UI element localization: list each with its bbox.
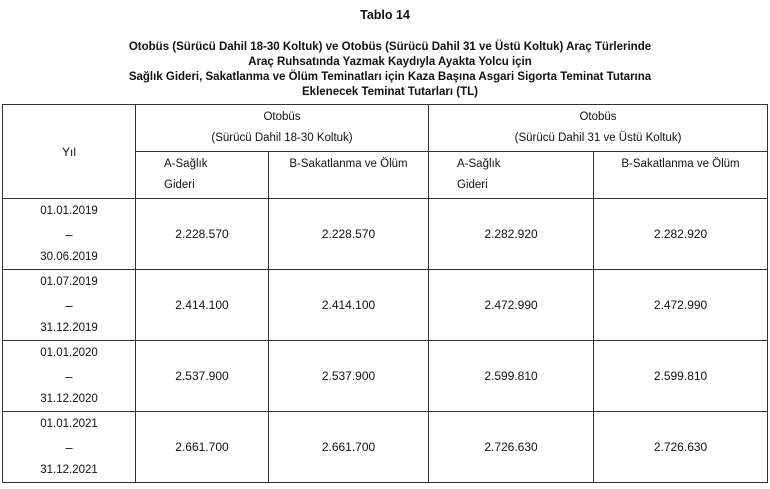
period-cell (3, 270, 136, 341)
period-end: 31.12.2020 (40, 392, 98, 405)
group-header-18-30 (136, 105, 429, 152)
period-start: 01.01.2020 (40, 346, 98, 359)
col-header-line: B-Sakatlanma ve Ölüm (289, 158, 408, 170)
col-header-health (429, 152, 594, 199)
year-header: Yıl (3, 105, 136, 199)
period-separator: – (65, 297, 73, 313)
value-cell: 2.282.920 (429, 199, 594, 270)
header-row (3, 105, 768, 152)
col-header-disability-death (269, 152, 429, 199)
period-cell (3, 199, 136, 270)
period-start: 01.01.2021 (40, 417, 98, 430)
period-cell (3, 412, 136, 483)
table-heading (60, 40, 720, 100)
value-cell: 2.282.920 (594, 199, 768, 270)
value-cell: 2.537.900 (269, 341, 429, 412)
coverage-table (2, 104, 768, 483)
heading-line: Eklenecek Teminat Tutarları (TL) (302, 86, 478, 98)
col-header-line: A-Sağlık (164, 158, 208, 170)
period-cell (3, 341, 136, 412)
group-name: Otobüs (263, 111, 301, 123)
value-cell: 2.537.900 (136, 341, 269, 412)
col-header-line: A-Sağlık (457, 158, 501, 170)
heading-line: Sağlık Gideri, Sakatlanma ve Ölüm Teminatları için Kaza Başına Asgari Sigorta Teminat Tutarına (128, 71, 652, 83)
col-header-line: B-Sakatlanma ve Ölüm (621, 158, 740, 170)
table-row (3, 199, 768, 270)
period-start: 01.07.2019 (40, 275, 98, 288)
period-separator: – (65, 439, 73, 455)
value-cell: 2.228.570 (136, 199, 269, 270)
group-sub: (Sürücü Dahil 18-30 Koltuk) (211, 132, 353, 144)
col-header-disability-death (594, 152, 768, 199)
table-row (3, 412, 768, 483)
value-cell: 2.599.810 (429, 341, 594, 412)
table-caption: Tablo 14 (360, 8, 410, 22)
value-cell: 2.726.630 (429, 412, 594, 483)
value-cell: 2.472.990 (429, 270, 594, 341)
table-row (3, 270, 768, 341)
value-cell: 2.414.100 (269, 270, 429, 341)
period-end: 31.12.2019 (40, 321, 98, 334)
col-header-line: Gideri (164, 179, 195, 191)
group-name: Otobüs (579, 111, 617, 123)
period-separator: – (65, 226, 73, 242)
period-start: 01.01.2019 (40, 204, 98, 217)
group-sub: (Sürücü Dahil 31 ve Üstü Koltuk) (514, 132, 682, 144)
group-header-31-plus (429, 105, 768, 152)
period-separator: – (65, 368, 73, 384)
heading-line: Otobüs (Sürücü Dahil 18-30 Koltuk) ve Otobüs (Sürücü Dahil 31 ve Üstü Koltuk) Araç Türlerinde (128, 41, 652, 53)
value-cell: 2.726.630 (594, 412, 768, 483)
value-cell: 2.661.700 (269, 412, 429, 483)
value-cell: 2.661.700 (136, 412, 269, 483)
value-cell: 2.599.810 (594, 341, 768, 412)
col-header-line: Gideri (457, 179, 488, 191)
period-end: 30.06.2019 (40, 250, 98, 263)
value-cell: 2.414.100 (136, 270, 269, 341)
table-row (3, 341, 768, 412)
heading-line: Araç Ruhsatında Yazmak Kaydıyla Ayakta Yolcu için (248, 56, 532, 68)
period-end: 31.12.2021 (40, 463, 98, 476)
col-header-health (136, 152, 269, 199)
value-cell: 2.472.990 (594, 270, 768, 341)
value-cell: 2.228.570 (269, 199, 429, 270)
